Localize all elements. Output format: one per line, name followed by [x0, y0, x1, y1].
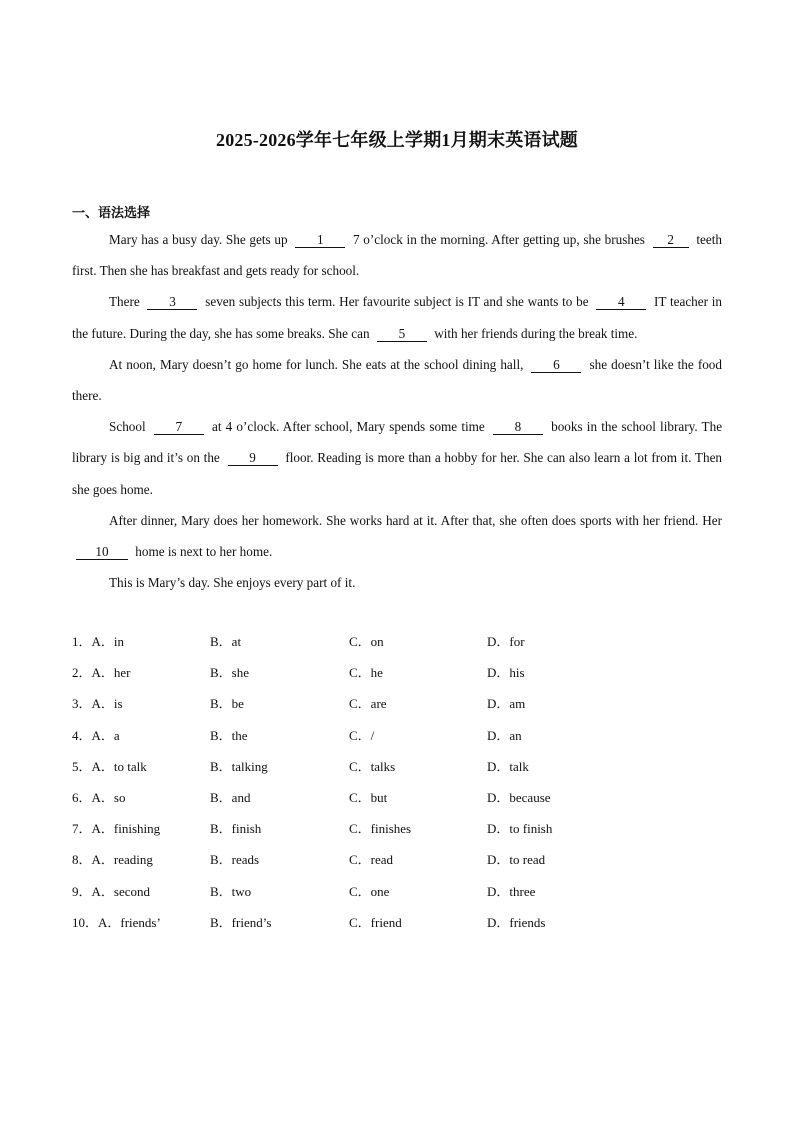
option-a: 1．A．in	[72, 634, 125, 649]
option-a: 9．A．second	[72, 883, 150, 899]
passage-paragraph-4	[72, 411, 722, 505]
option-c: C．but	[349, 789, 388, 805]
option-b: B．the	[210, 727, 248, 743]
question-row	[72, 753, 722, 784]
option-b: B．finish	[210, 821, 262, 837]
passage-text: School	[109, 419, 146, 435]
option-b: B．friend’s	[210, 914, 272, 930]
blank-2: 2	[653, 232, 689, 248]
option-c: C．he	[349, 665, 383, 681]
option-d: D．an	[487, 727, 522, 743]
option-a: 10．A．friends’	[72, 914, 161, 930]
option-d: D．talk	[487, 758, 529, 774]
question-options	[72, 628, 722, 940]
blank-8: 8	[493, 419, 543, 435]
passage-text: There	[109, 294, 140, 310]
option-d: D．friends	[487, 914, 546, 930]
passage-text: seven subjects this term. Her favourite subject is IT and she wants to be	[205, 294, 589, 310]
passage-text: IT teacher in the future. During the day, she has some breaks. She can	[72, 294, 723, 341]
option-d: D．am	[487, 696, 526, 712]
option-c: C．read	[349, 852, 394, 868]
option-b: B．be	[210, 696, 244, 712]
option-b: B．two	[210, 883, 252, 899]
question-row	[72, 628, 722, 659]
option-a: 3．A．is	[72, 696, 123, 712]
blank-7: 7	[154, 419, 204, 435]
passage-text: After dinner, Mary does her homework. She works hard at it. After that, she often does sports with her friend. Her	[109, 512, 722, 528]
option-c: C．talks	[349, 758, 396, 774]
option-c: C．finishes	[349, 821, 412, 837]
question-row	[72, 784, 722, 815]
passage-text: 7 o’clock in the morning. After getting up, she brushes	[353, 232, 645, 247]
blank-6: 6	[531, 357, 581, 373]
passage-text: books in the school library. The library is big and it’s on the	[72, 419, 723, 466]
passage-text: This is Mary’s day. She enjoys every part of it.	[109, 575, 356, 591]
passage-text: teeth first. Then she has breakfast and gets ready for school.	[72, 232, 723, 279]
passage-paragraph-1	[72, 224, 722, 286]
passage-text: Mary has a busy day. She gets up	[109, 232, 288, 247]
option-c: C．friend	[349, 914, 402, 930]
blank-4: 4	[596, 294, 646, 310]
option-a: 8．A．reading	[72, 852, 153, 868]
option-b: B．talking	[210, 758, 268, 774]
option-d: D．three	[487, 883, 536, 899]
option-d: D．because	[487, 789, 551, 805]
question-row	[72, 815, 722, 846]
passage-paragraph-6	[72, 567, 722, 598]
passage-text: she doesn’t like the food there.	[72, 356, 722, 404]
option-c: C．on	[349, 634, 384, 649]
option-b: B．reads	[210, 852, 260, 868]
option-c: C．are	[349, 696, 387, 712]
passage-text: home is next to her home.	[135, 544, 273, 560]
passage-paragraph-5	[72, 505, 722, 567]
option-c: C．one	[349, 883, 390, 899]
passage-text: At noon, Mary doesn’t go home for lunch. She eats at the school dining hall,	[109, 356, 524, 372]
option-a: 6．A．so	[72, 789, 126, 805]
passage-paragraph-2	[72, 286, 722, 348]
question-row	[72, 690, 722, 721]
passage-text: floor. Reading is more than a hobby for her. She can also learn a lot from it. Then she goes home.	[72, 450, 723, 497]
blank-5: 5	[377, 326, 427, 342]
option-a: 7．A．finishing	[72, 821, 161, 837]
blank-1: 1	[295, 232, 345, 248]
blank-10: 10	[76, 544, 128, 560]
blank-3: 3	[147, 294, 197, 310]
option-b: B．at	[210, 634, 242, 649]
page-title: 2025-2026学年七年级上学期1月期末英语试题	[216, 130, 578, 150]
question-row	[72, 722, 722, 753]
section-heading: 一、语法选择	[72, 205, 151, 220]
option-d: D．his	[487, 665, 525, 681]
passage-paragraph-3	[72, 349, 722, 411]
passage-text: with her friends during the break time.	[434, 325, 638, 341]
option-d: D．for	[487, 634, 525, 649]
option-b: B．and	[210, 789, 251, 805]
option-a: 2．A．her	[72, 665, 131, 681]
blank-9: 9	[228, 450, 278, 466]
passage	[72, 224, 722, 598]
passage-text: at 4 o’clock. After school, Mary spends some time	[211, 419, 485, 435]
question-row	[72, 909, 722, 940]
question-row	[72, 846, 722, 877]
question-row	[72, 659, 722, 690]
question-row	[72, 878, 722, 909]
option-d: D．to finish	[487, 821, 553, 837]
option-a: 4．A．a	[72, 727, 120, 743]
option-c: C．/	[349, 727, 375, 743]
option-a: 5．A．to talk	[72, 758, 147, 774]
option-d: D．to read	[487, 852, 546, 868]
option-b: B．she	[210, 665, 250, 681]
